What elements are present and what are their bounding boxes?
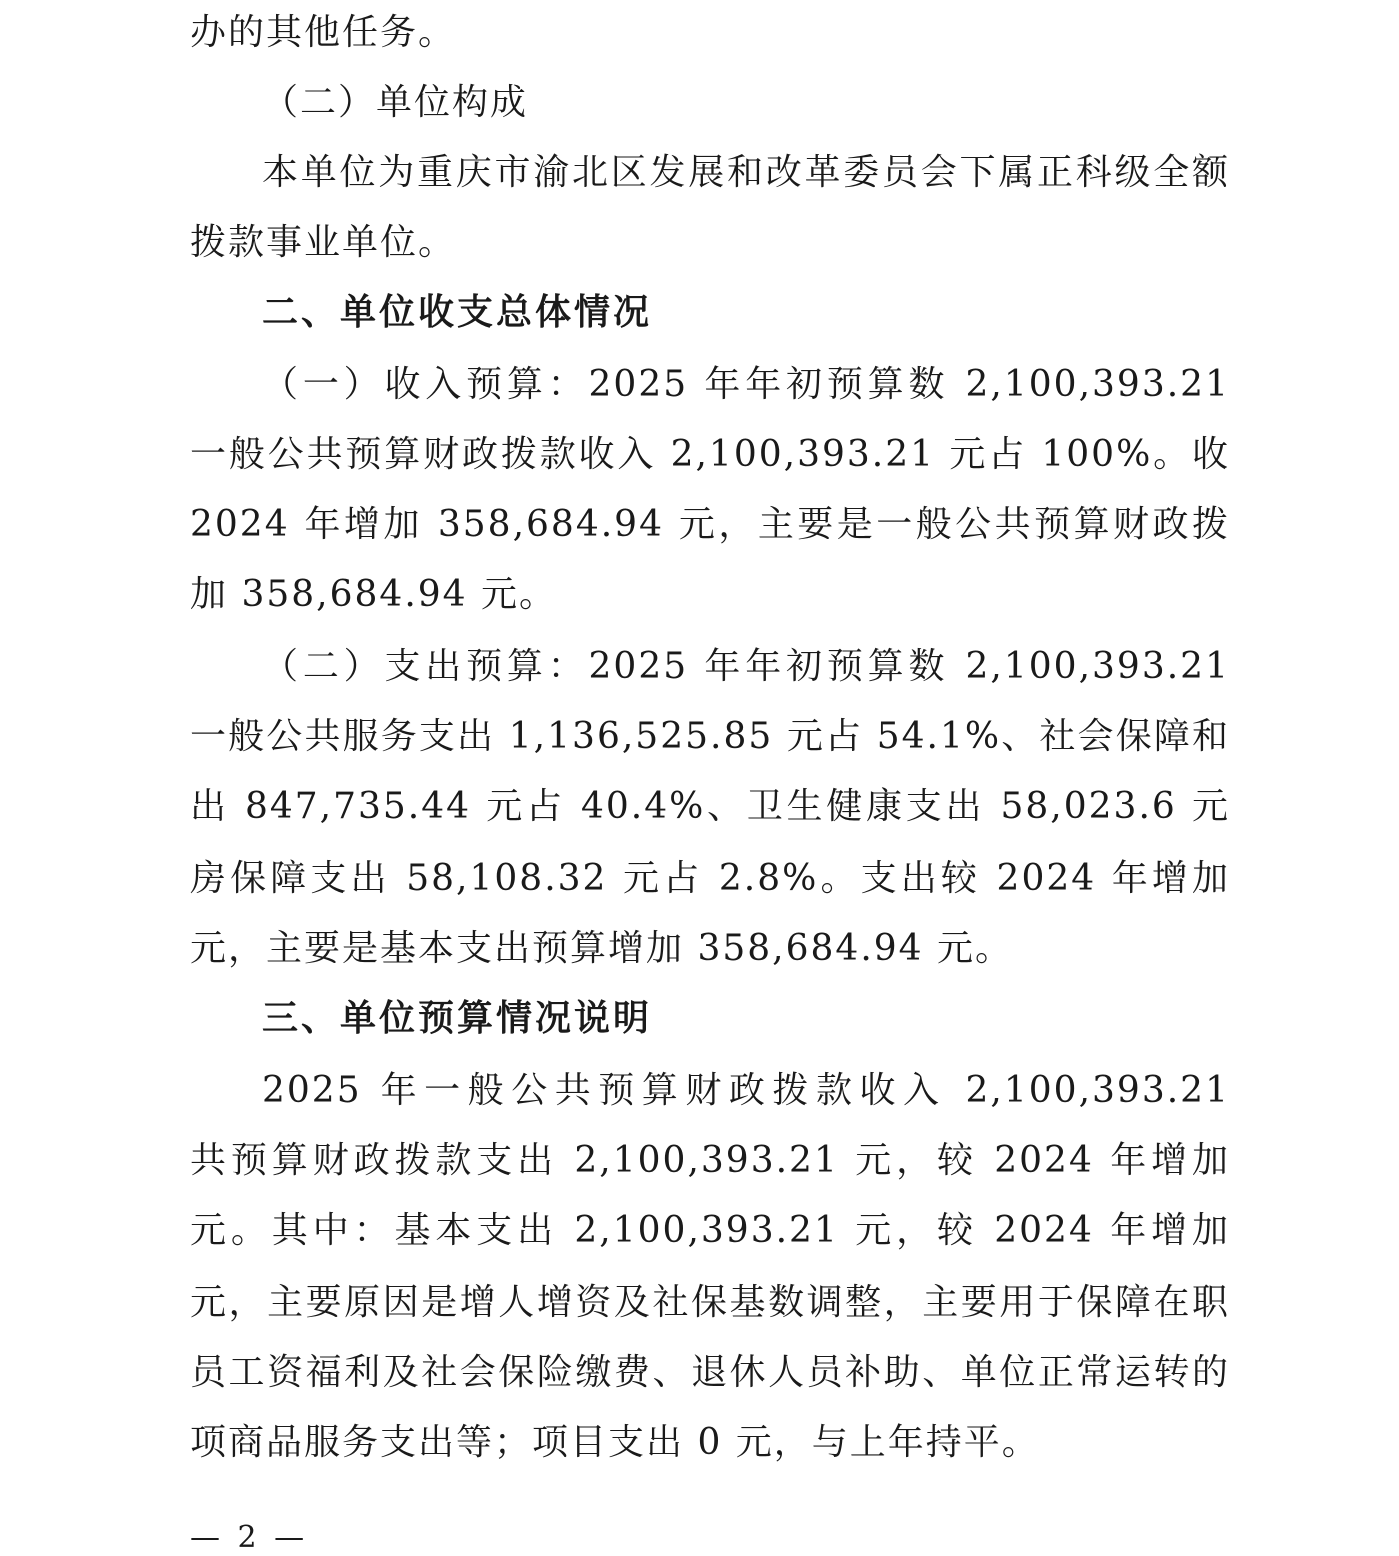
paragraph-line: 本单位为重庆市渝北区发展和改革委员会下属正科级全额: [262, 152, 1230, 193]
paragraph-line: 一般公共预算财政拨款收入 2,100,393.21 元占 100%。收: [190, 434, 1230, 475]
page-number: — 2 —: [190, 1520, 309, 1555]
paragraph-line: 共预算财政拨款支出 2,100,393.21 元，较 2024 年增加: [190, 1140, 1230, 1181]
paragraph-line: 拨款事业单位。: [190, 222, 457, 263]
paragraph-line: 出 847,735.44 元占 40.4%、卫生健康支出 58,023.6 元: [190, 786, 1230, 827]
paragraph-line: 2024 年增加 358,684.94 元，主要是一般公共预算财政拨: [190, 504, 1230, 545]
subsection-heading: （二）单位构成: [262, 82, 529, 123]
paragraph-line: 2025 年一般公共预算财政拨款收入 2,100,393.21: [262, 1070, 1230, 1111]
paragraph-line: 办的其他任务。: [190, 12, 457, 53]
paragraph-line: 项商品服务支出等；项目支出 0 元，与上年持平。: [190, 1422, 1040, 1463]
section-heading: 三、单位预算情况说明: [262, 998, 653, 1039]
paragraph-line: 员工资福利及社会保险缴费、退休人员补助、单位正常运转的: [190, 1352, 1230, 1393]
paragraph-line: 元，主要是基本支出预算增加 358,684.94 元。: [190, 928, 1014, 969]
section-heading: 二、单位收支总体情况: [262, 292, 653, 333]
paragraph-line: （二）支出预算：2025 年年初预算数 2,100,393.21: [262, 646, 1230, 687]
paragraph-line: 加 358,684.94 元。: [190, 574, 558, 615]
paragraph-line: 元。其中：基本支出 2,100,393.21 元，较 2024 年增加: [190, 1210, 1230, 1251]
paragraph-line: 一般公共服务支出 1,136,525.85 元占 54.1%、社会保障和: [190, 716, 1230, 757]
paragraph-line: （一）收入预算：2025 年年初预算数 2,100,393.21: [262, 364, 1230, 405]
paragraph-line: 房保障支出 58,108.32 元占 2.8%。支出较 2024 年增加: [190, 858, 1230, 899]
paragraph-line: 元，主要原因是增人增资及社保基数调整，主要用于保障在职: [190, 1282, 1230, 1323]
